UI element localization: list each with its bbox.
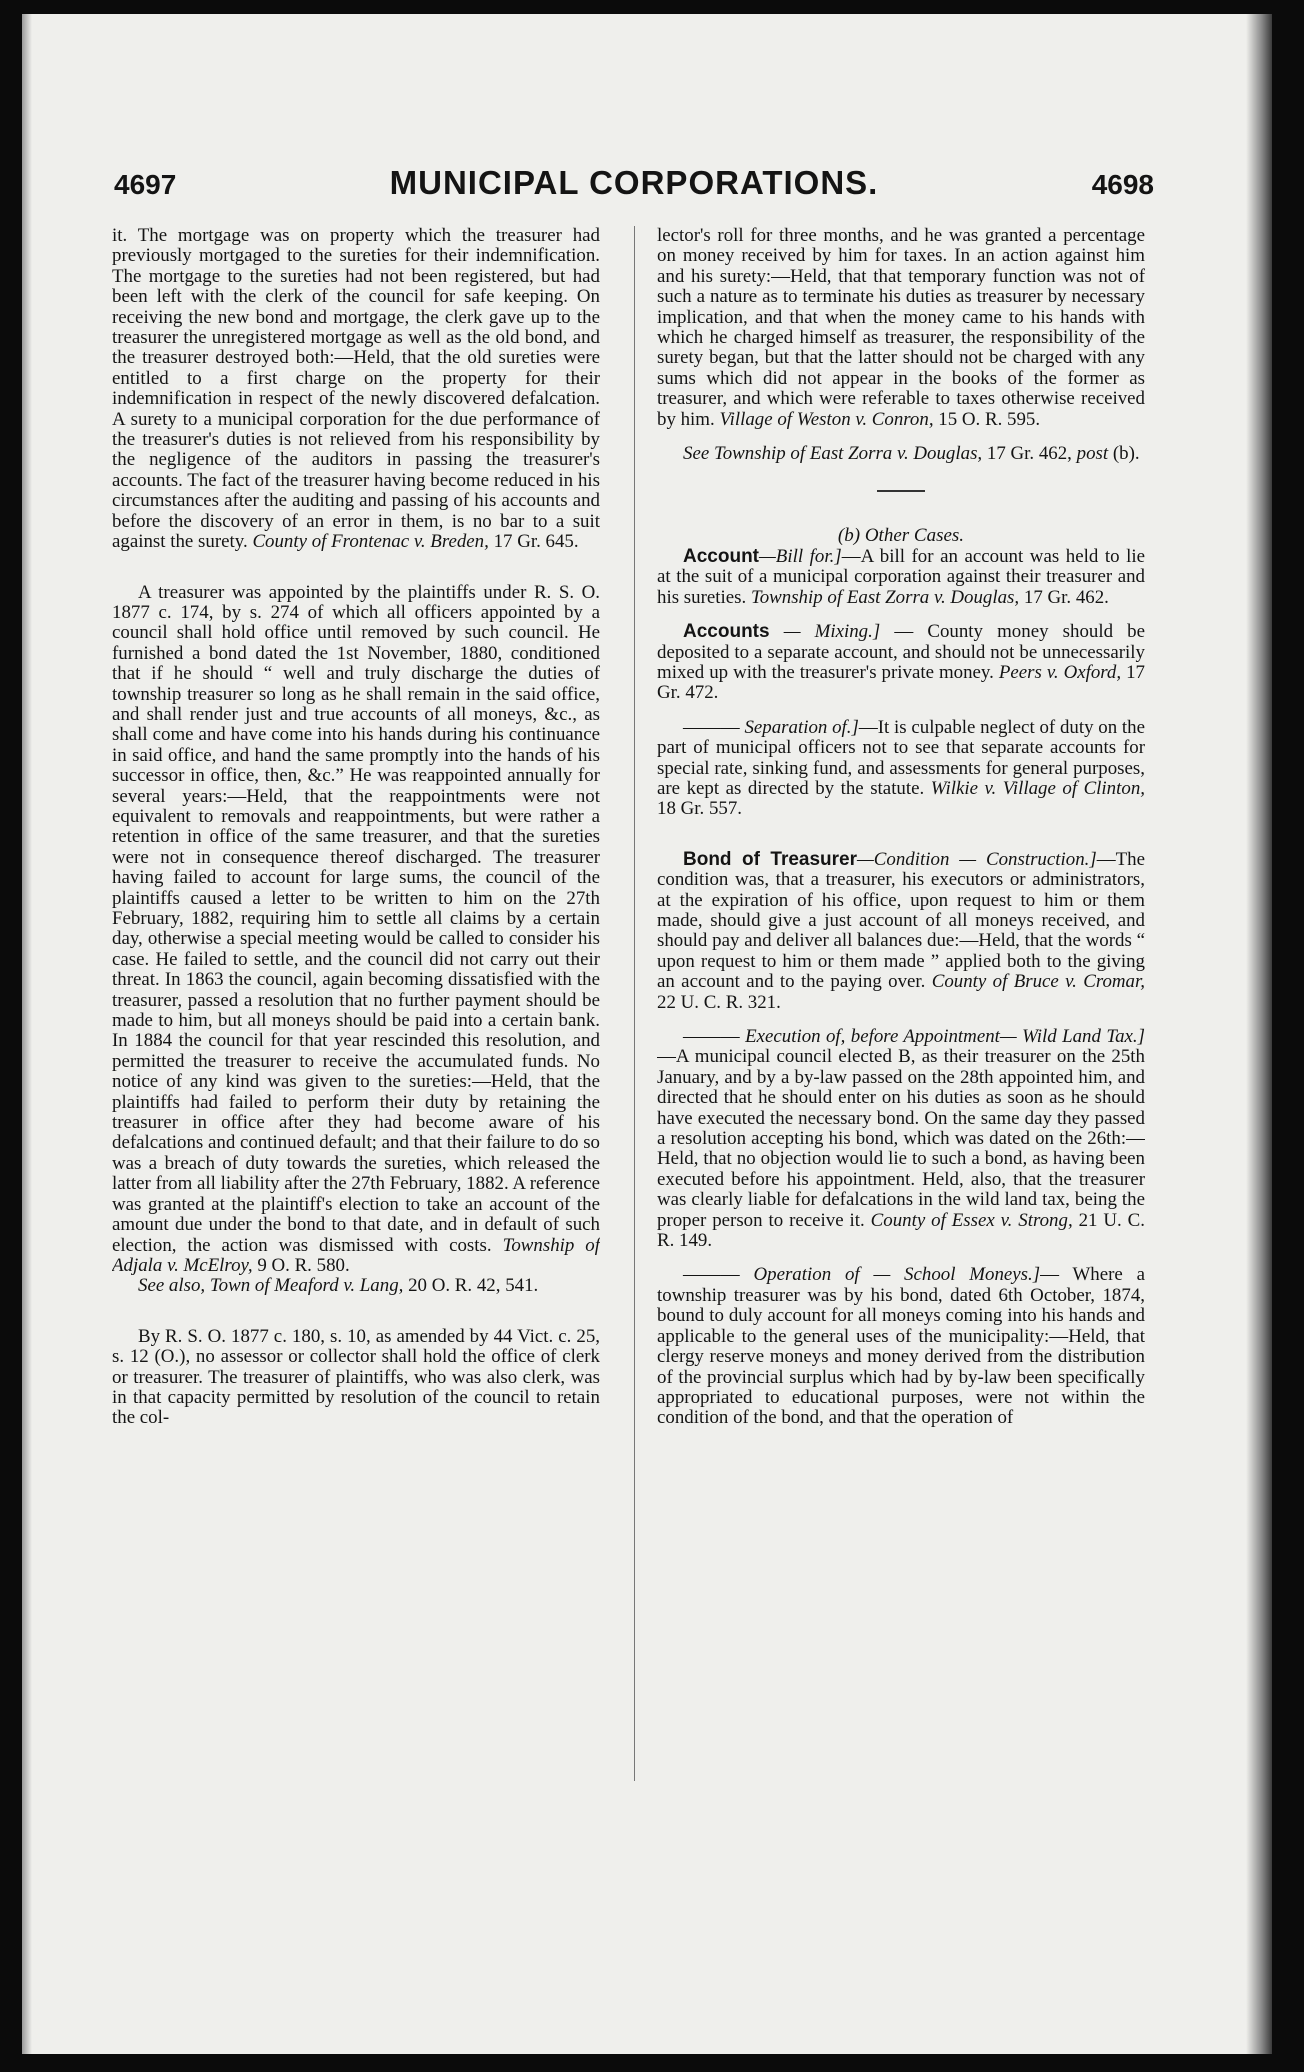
see-also-label: See also,: [138, 1275, 206, 1297]
citation: 20 O. R. 42, 541.: [408, 1275, 539, 1297]
section-rule: [877, 490, 925, 492]
entry-subheading: —Bill for.]: [759, 545, 842, 567]
entry-text: — Where a township treasurer was by his bond, dated 6th October, 1874, bound to duly account for all moneys coming into his hands and applicable to the general uses of the municipality:—Held, that clergy reserve moneys and money derived from the distribution of the provincial surplus which had by by-law been specifically appropriated to educational purposes, were not within the condition of the bond, and that the operation of: [657, 1264, 1145, 1429]
ditto-dash: ———: [683, 1026, 740, 1047]
entry-text: —A bill for an account was held to lie at the suit of a municipal corporation against their treasurer and his sureties.: [657, 545, 1145, 608]
entry-text: —It is culpable neglect of duty on the part of municipal officers not to see that separate accounts for special rate, sinking fund, and assessments for general purposes, are kept as directed by the statute.: [657, 716, 1145, 799]
right-page-number: 4698: [1091, 169, 1154, 200]
citation: 17 Gr. 462,: [986, 443, 1072, 465]
citation: 9 O. R. 580.: [257, 1254, 350, 1276]
case-name: Wilkie v. Village of Clinton,: [930, 777, 1145, 799]
entry-accounts: [657, 622, 1145, 704]
paragraph: [112, 1327, 600, 1429]
paragraph-text: it. The mortgage was on property which the treasurer had previously mortgaged to the sureties for their indemnification. The mortgage to the sureties had not been registered, but had been left with the clerk of the council for safe keeping. On receiving the new bond and mortgage, the clerk gave up to the treasurer the unregistered mortgage as well as the old bond, and the treasurer destroyed both:—Held, that the old sureties were entitled to a first charge on the property for their indemnification in respect of the newly discovered defalcation. A surety to a municipal corporation for the due performance of the treasurer's duties is not relieved from his responsibility by the negligence of the auditors in passing the treasurer's accounts. The fact of the treasurer having become reduced in his circumstances after the auditing and passing of his accounts and before the discovery of an error in them, is no bar to a suit against the surety.: [112, 226, 600, 553]
entry-heading: Account: [683, 545, 759, 567]
paragraph: [112, 583, 600, 1277]
document-page: [22, 14, 1272, 2054]
citation: 17 Gr. 462.: [1023, 586, 1109, 608]
page-edge-shadow-left: [22, 14, 32, 2054]
page-header: [114, 164, 1154, 210]
paragraph: [657, 226, 1145, 430]
case-name: County of Essex v. Strong,: [870, 1209, 1073, 1231]
case-name: County of Bruce v. Cromar,: [931, 971, 1145, 993]
citation: 15 O. R. 595.: [938, 408, 1041, 430]
section-subheading: (b) Other Cases.: [837, 525, 965, 547]
citation: 17 Gr. 645.: [493, 531, 579, 553]
entry-bond-of-treasurer: [657, 850, 1145, 1013]
paragraph-text: A treasurer was appointed by the plaintiffs under R. S. O. 1877 c. 174, by s. 274 of which all officers appointed by a council shall hold office until removed by such council. He furnished a bond dated the 1st November, 1880, conditioned that if he should “ well and truly discharge the duties of township treasurer so long as he shall remain in the said office, and shall render just and true accounts of all moneys, &c., as shall come and have come into his hands during his continuance in said office, and hand the same promptly into the hands of his successor in office, then, &c.” He was reappointed annually for several years:—Held, that the reappointments were not equivalent to removals and reappointments, but were rather a retention in office of the same treasurer, and that the sureties were not in consequence thereof discharged. The treasurer having failed to account for large sums, the council of the plaintiffs caused a letter to be written to him on the 27th February, 1882, requiring him to settle all claims by a certain day, otherwise a special meeting would be called to consider his case. He failed to settle, and the council did not carry out their threat. In 1863 the council, again becoming dissatisfied with the treasurer, passed a resolution that no further payment should be made to him, but all moneys should be paid into a certain bank. In 1884 the council for that year rescinded this resolution, and permitted the treasurer to receive the accumulated funds. No notice of any kind was given to the sureties:—Held, that the plaintiffs had failed to perform their duty by retaining the treasurer in office after they had become aware of his defalcations and continued default; and that their failure to do so was a breach of duty towards the sureties, which released the latter from all liability after the 27th February, 1882. A reference was granted at the plaintiff's election to take an account of the amount due under the bond to that date, and in default of such election, the action was dismissed with costs.: [112, 581, 600, 1256]
section-ref: (b).: [1112, 443, 1140, 465]
ditto-dash: ———: [683, 1264, 740, 1286]
case-name: Township of East Zorra v. Douglas,: [713, 443, 983, 465]
case-name: County of Frontenac v. Breden,: [252, 531, 489, 553]
entry-subheading: —Condition — Construction.]: [857, 848, 1097, 870]
see-reference: [657, 444, 1145, 464]
entry-text: — County money should be deposited to a separate account, and should not be unnecessarily mixed up with the treasurer's private money.: [657, 621, 1145, 683]
post-label: post: [1076, 443, 1109, 465]
entry-text: —The condition was, that a treasurer, his executors or administrators, at the expiration of his office, upon request to him or them made, should give a just account of all moneys received, and should pay and deliver all balances due:—Held, that the words “ upon request to him or them made ” applied both to the giving an account and to the paying over.: [657, 848, 1145, 993]
page-edge-shadow-right: [1246, 14, 1272, 2054]
entry-heading: Bond of Treasurer: [683, 848, 858, 870]
column-divider: [634, 226, 635, 1781]
right-column: [657, 226, 1145, 1996]
case-name: Town of Meaford v. Lang,: [209, 1275, 404, 1297]
entry-heading: Accounts: [683, 621, 770, 643]
ditto-dash: ———: [683, 716, 740, 738]
case-name: Village of Weston v. Conron,: [719, 408, 934, 430]
entry-subheading: Execution of, before Appointment— Wild Land Tax.]: [745, 1026, 1145, 1047]
case-name: Township of Adjala v. McElroy,: [112, 1234, 600, 1276]
see-also-reference: [112, 1276, 600, 1296]
citation: 17 Gr. 472.: [657, 661, 1145, 704]
citation: 22 U. C. R. 321.: [657, 991, 781, 1013]
entry-execution: [657, 1027, 1145, 1251]
paragraph-text: By R. S. O. 1877 c. 180, s. 10, as amended by 44 Vict. c. 25, s. 12 (O.), no assessor or collector shall hold the office of clerk or treasurer. The treasurer of plaintiffs, who was also clerk, was in that capacity permitted by resolution of the council to retain the col-: [112, 1325, 600, 1429]
entry-subheading: — Mixing.]: [783, 621, 881, 643]
left-column: [112, 226, 600, 1996]
entry-separation: [657, 718, 1145, 820]
left-page-number: 4697: [114, 169, 177, 200]
entry-subheading: Separation of.]: [744, 716, 859, 738]
citation: 21 U. C. R. 149.: [657, 1209, 1145, 1252]
paragraph: [112, 226, 600, 553]
paragraph-text: lector's roll for three months, and he was granted a percentage on money received by him for taxes. In an action against him and his surety:—Held, that that temporary function was not of such a nature as to terminate his duties as treasurer by necessary implication, and that when the money came to his hands with which he charged himself as treasurer, the responsibility of the surety began, but that the latter should not be charged with any sums which did not appear in the books of the former as treasurer, and which were referable to taxes otherwise received by him.: [657, 226, 1145, 430]
citation: 18 Gr. 557.: [657, 798, 743, 820]
case-name: Township of East Zorra v. Douglas,: [750, 586, 1020, 608]
entry-subheading: Operation of — School Moneys.]: [753, 1264, 1041, 1286]
running-title: MUNICIPAL CORPORATIONS.: [389, 164, 879, 201]
entry-operation: [657, 1265, 1145, 1428]
see-label: See: [683, 443, 710, 465]
entry-text: —A municipal council elected B, as their treasurer on the 25th January, and by a by-law passed on the 28th appointed him, and directed that he should enter on his duties as soon as he should have executed the necessary bond. On the same day they passed a resolution accepting his bond, which was dated on the 26th:—Held, that no objection would lie to such a bond, as having been executed before his appointment. Held, also, that the treasurer was clearly liable for defalcations in the wild land tax, being the proper person to receive it.: [657, 1046, 1145, 1231]
entry-account: [657, 547, 1145, 608]
case-name: Peers v. Oxford,: [998, 661, 1122, 683]
